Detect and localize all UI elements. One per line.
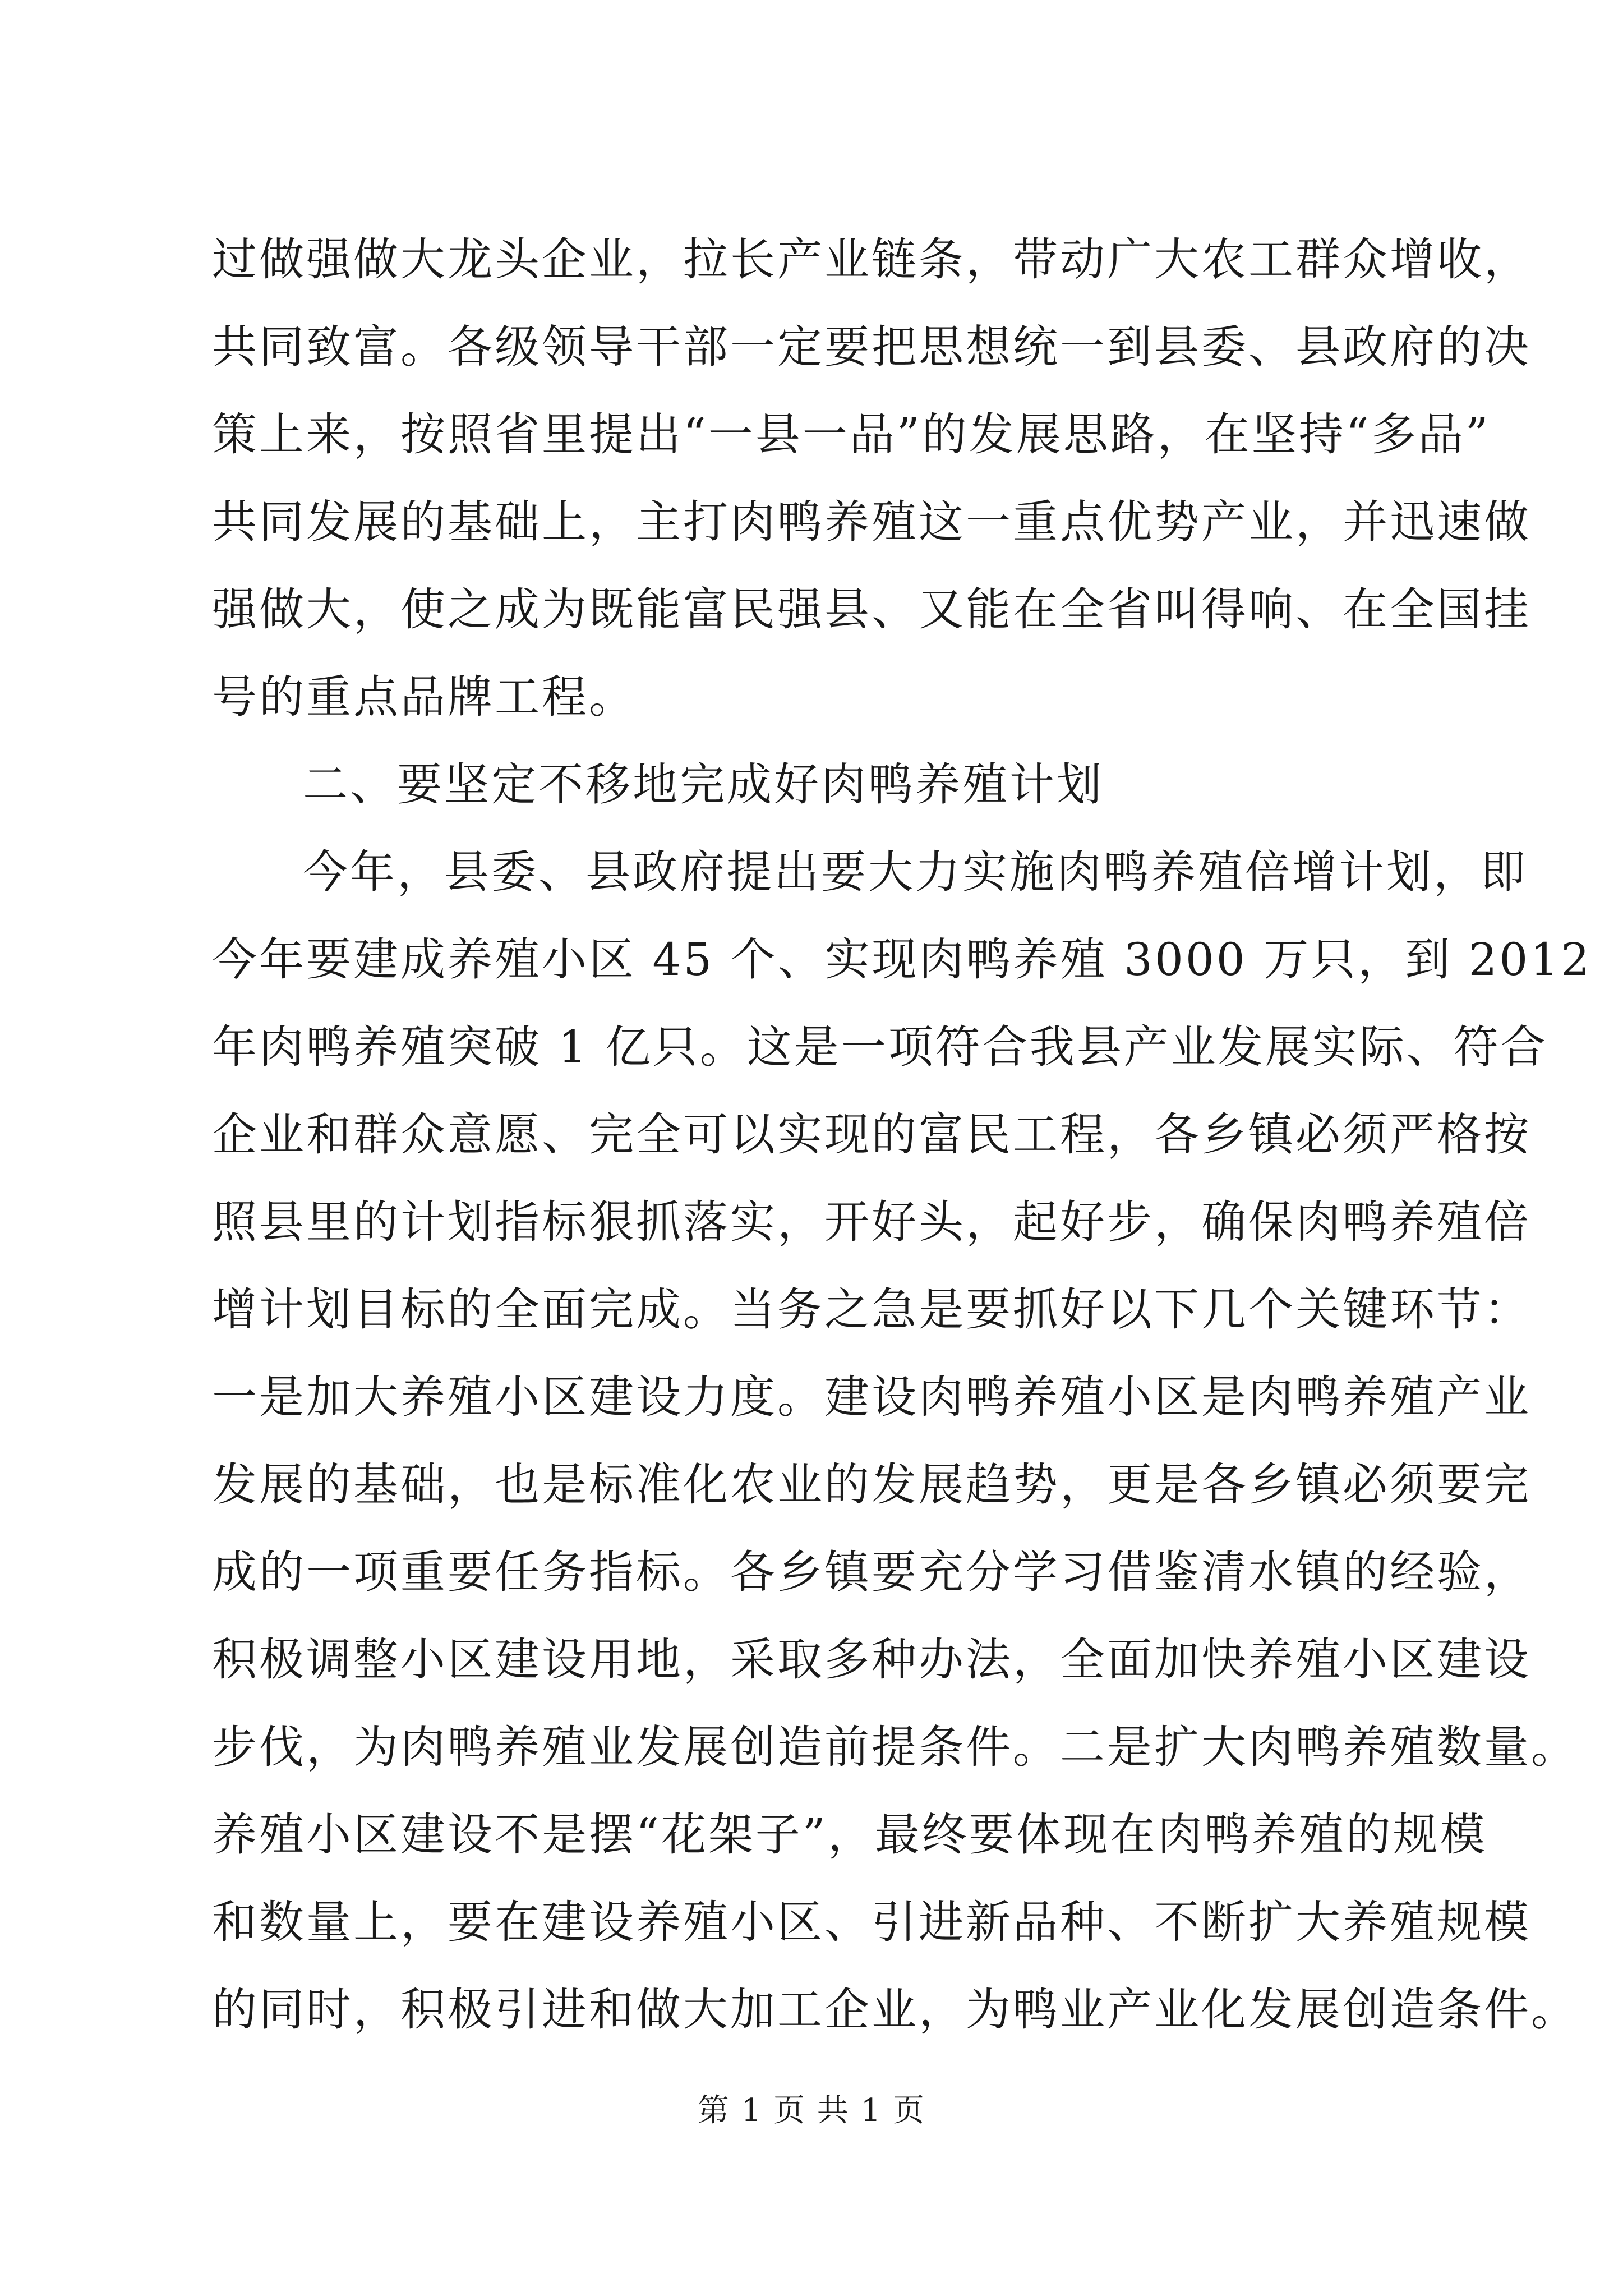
body-line: 号的重点品牌工程。 [212, 671, 636, 723]
body-line: 和数量上，要在建设养殖小区、引进新品种、不断扩大养殖规模 [212, 1896, 1531, 1948]
body-line: 积极调整小区建设用地，采取多种办法，全面加快养殖小区建设 [212, 1634, 1531, 1686]
body-line: 今年，县委、县政府提出要大力实施肉鸭养殖倍增计划，即 [303, 846, 1528, 898]
body-line: 照县里的计划指标狠抓落实，开好头，起好步，确保肉鸭养殖倍 [212, 1196, 1531, 1248]
body-line: 发展的基础，也是标准化农业的发展趋势，更是各乡镇必须要完 [212, 1458, 1531, 1511]
body-line: 今年要建成养殖小区 45 个、实现肉鸭养殖 3000 万只，到 2012 [212, 933, 1592, 986]
body-line: 养殖小区建设不是摆“花架子”，最终要体现在肉鸭养殖的规模 [212, 1809, 1487, 1861]
body-line: 增计划目标的全面完成。当务之急是要抓好以下几个关键环节： [212, 1283, 1531, 1336]
body-line: 步伐，为肉鸭养殖业发展创造前提条件。二是扩大肉鸭养殖数量。 [212, 1721, 1578, 1773]
body-line: 年肉鸭养殖突破 1 亿只。这是一项符合我县产业发展实际、符合 [212, 1021, 1548, 1073]
document-body [212, 216, 1592, 2054]
body-line: 共同致富。各级领导干部一定要把思想统一到县委、县政府的决 [212, 321, 1531, 373]
body-line: 强做大，使之成为既能富民强县、又能在全省叫得响、在全国挂 [212, 583, 1531, 636]
body-line: 过做强做大龙头企业，拉长产业链条，带动广大农工群众增收， [212, 233, 1531, 286]
body-line: 的同时，积极引进和做大加工企业，为鸭业产业化发展创造条件。 [212, 1984, 1578, 2036]
body-line: 成的一项重要任务指标。各乡镇要充分学习借鉴清水镇的经验， [212, 1546, 1531, 1598]
body-line: 共同发展的基础上，主打肉鸭养殖这一重点优势产业，并迅速做 [212, 496, 1531, 548]
page-number: 第 1 页 共 1 页 [697, 2092, 926, 2129]
body-line: 企业和群众意愿、完全可以实现的富民工程，各乡镇必须严格按 [212, 1108, 1531, 1161]
body-line: 策上来，按照省里提出“一县一品”的发展思路，在坚持“多品” [212, 408, 1491, 461]
body-line: 一是加大养殖小区建设力度。建设肉鸭养殖小区是肉鸭养殖产业 [212, 1371, 1531, 1423]
section-heading: 二、要坚定不移地完成好肉鸭养殖计划 [303, 758, 1104, 811]
